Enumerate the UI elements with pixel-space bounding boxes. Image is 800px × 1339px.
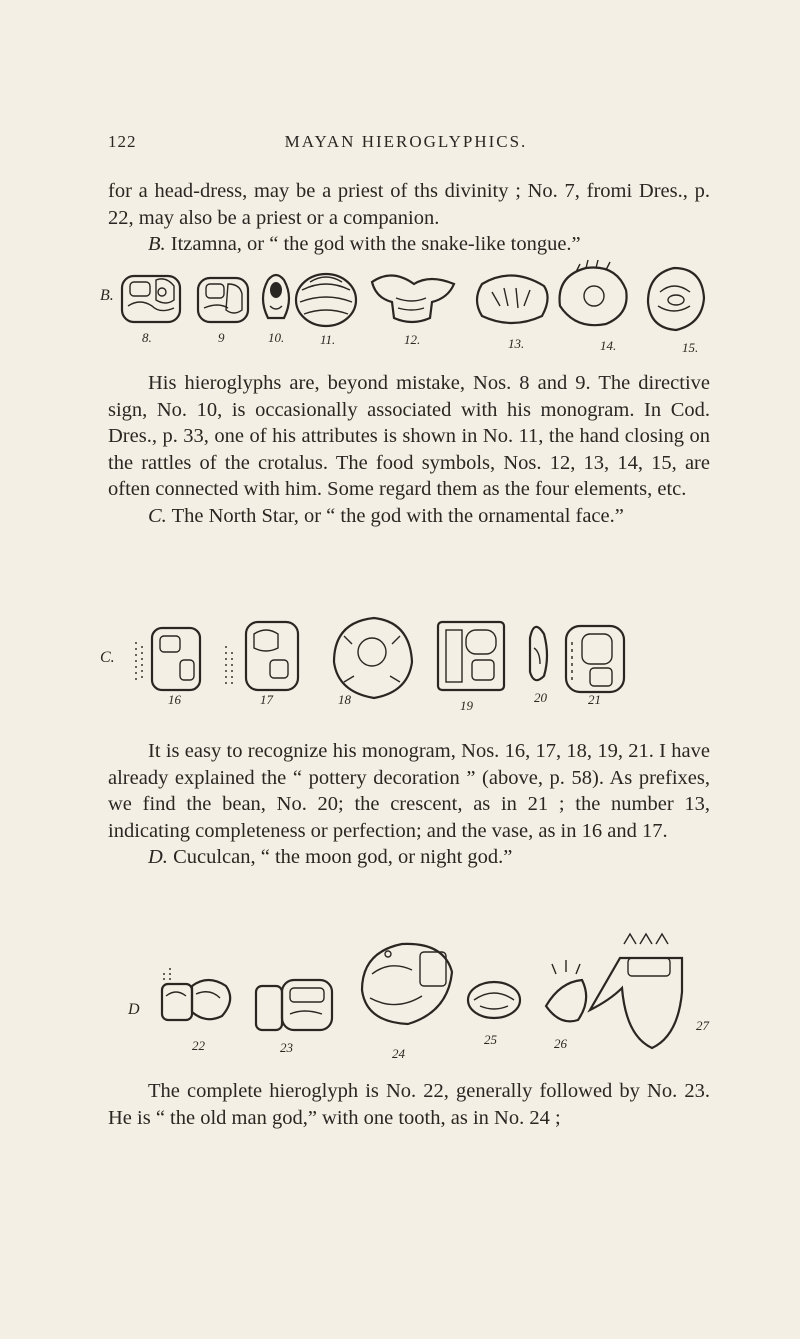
paragraph-1: [108, 178, 710, 258]
figure-b-number-10: 10.: [268, 330, 285, 345]
paragraph-2: [108, 370, 710, 529]
figure-c-number-17: 17: [260, 692, 273, 707]
paragraph-1-text: for a head-dress, may be a priest of ths divinity ; No. 7, fromi Dres., p. 22, may also be a priest or a companion.: [108, 180, 710, 229]
figure-d-number-22: 22: [192, 1038, 205, 1053]
paragraph-3: [108, 738, 710, 871]
glyph-13: [477, 275, 548, 323]
section-d-title: Cuculcan, “ the moon god, or night god.”: [167, 846, 513, 868]
paragraph-2-text: His hieroglyphs are, beyond mistake, Nos. 8 and 9. The directive sign, No. 10, is occasionally associated with his monogram. In Cod. Dres., p. 33, one of his attributes is shown in No. 11, the hand closing on the rattles of the crotalus. The food symbols, Nos. 12, 13, 14, 15, are often connected with him. Some regard them as the four elements, etc.: [108, 372, 710, 500]
glyph-21: [566, 626, 624, 692]
figure-d-number-24: 24: [392, 1046, 405, 1061]
figure-b-number-14: 14.: [600, 338, 617, 353]
glyph-9: [198, 278, 248, 322]
running-head: MAYAN HIEROGLYPHICS.: [284, 132, 528, 151]
figure-b-number-11: 11.: [320, 332, 336, 347]
glyph-8: [122, 276, 180, 322]
glyph-24: [362, 944, 452, 1024]
glyph-15: [648, 268, 704, 330]
section-b-title: Itzamna, or “ the god with the snake-like tongue.”: [165, 233, 581, 255]
figure-b-row-letter: B.: [100, 287, 114, 304]
figure-d-number-26: 26: [554, 1036, 567, 1051]
figure-d-hieroglyphs: [100, 934, 720, 1062]
section-b-heading: [108, 231, 710, 258]
glyph-11: [296, 274, 356, 326]
paragraph-4: [108, 1078, 710, 1131]
glyph-25: [468, 982, 520, 1018]
figure-d-row-letter: D: [128, 1001, 140, 1018]
figure-c-number-19: 19: [460, 698, 473, 713]
figure-b-svg: [100, 262, 720, 354]
figure-c-hieroglyphs: [100, 612, 660, 712]
section-c-title: The North Star, or “ the god with the ornamental face.”: [166, 504, 624, 527]
paragraph-4-text: The complete hieroglyph is No. 22, generally followed by No. 23. He is “ the old man god,” with one tooth, as in No. 24 ;: [108, 1080, 710, 1129]
glyph-18: [334, 618, 412, 698]
figure-d-svg: [100, 934, 720, 1062]
glyph-20: [530, 627, 547, 680]
glyph-19: [438, 622, 504, 690]
figure-c-row-letter: C.: [100, 649, 115, 666]
figure-b-number-13: 13.: [508, 336, 525, 351]
glyph-14: [560, 260, 627, 325]
section-c-letter: C.: [148, 504, 167, 527]
figure-b-number-12: 12.: [404, 332, 421, 347]
page-number: 122: [108, 132, 137, 151]
figure-b-hieroglyphs: [100, 262, 720, 354]
figure-c-svg: [100, 612, 660, 712]
glyph-10: [263, 275, 289, 318]
figure-d-number-27: 27: [696, 1018, 709, 1033]
glyph-26: [546, 960, 586, 1021]
figure-c-number-20: 20: [534, 690, 547, 705]
figure-b-number-8: 8.: [142, 330, 152, 345]
figure-d-number-25: 25: [484, 1032, 497, 1047]
glyph-12: [372, 275, 454, 322]
glyph-16: [136, 628, 200, 690]
glyph-23: [256, 980, 332, 1030]
figure-b-number-9: 9: [218, 330, 225, 345]
figure-c-number-16: 16: [168, 692, 181, 707]
glyph-22: [162, 968, 230, 1020]
page-header: [108, 132, 704, 158]
figure-c-number-18: 18: [338, 692, 351, 707]
figure-b-number-15: 15.: [682, 340, 699, 355]
figure-d-number-23: 23: [280, 1040, 293, 1055]
section-d-heading: [108, 844, 710, 871]
glyph-27: [590, 934, 682, 1048]
section-b-letter: B.: [148, 233, 166, 255]
section-d-letter: D.: [148, 846, 168, 868]
figure-c-number-21: 21: [588, 692, 601, 707]
section-c-heading: [108, 503, 710, 530]
glyph-17: [226, 622, 298, 690]
paragraph-3-text: It is easy to recognize his monogram, Nos. 16, 17, 18, 19, 21. I have already explained the “ pottery decoration ” (above, p. 58). As prefixes, we find the bean, No. 20; the crescent, as in 21 ; the number 13, indicating completeness or perfection; and the vase, as in 16 and 17.: [108, 740, 710, 842]
